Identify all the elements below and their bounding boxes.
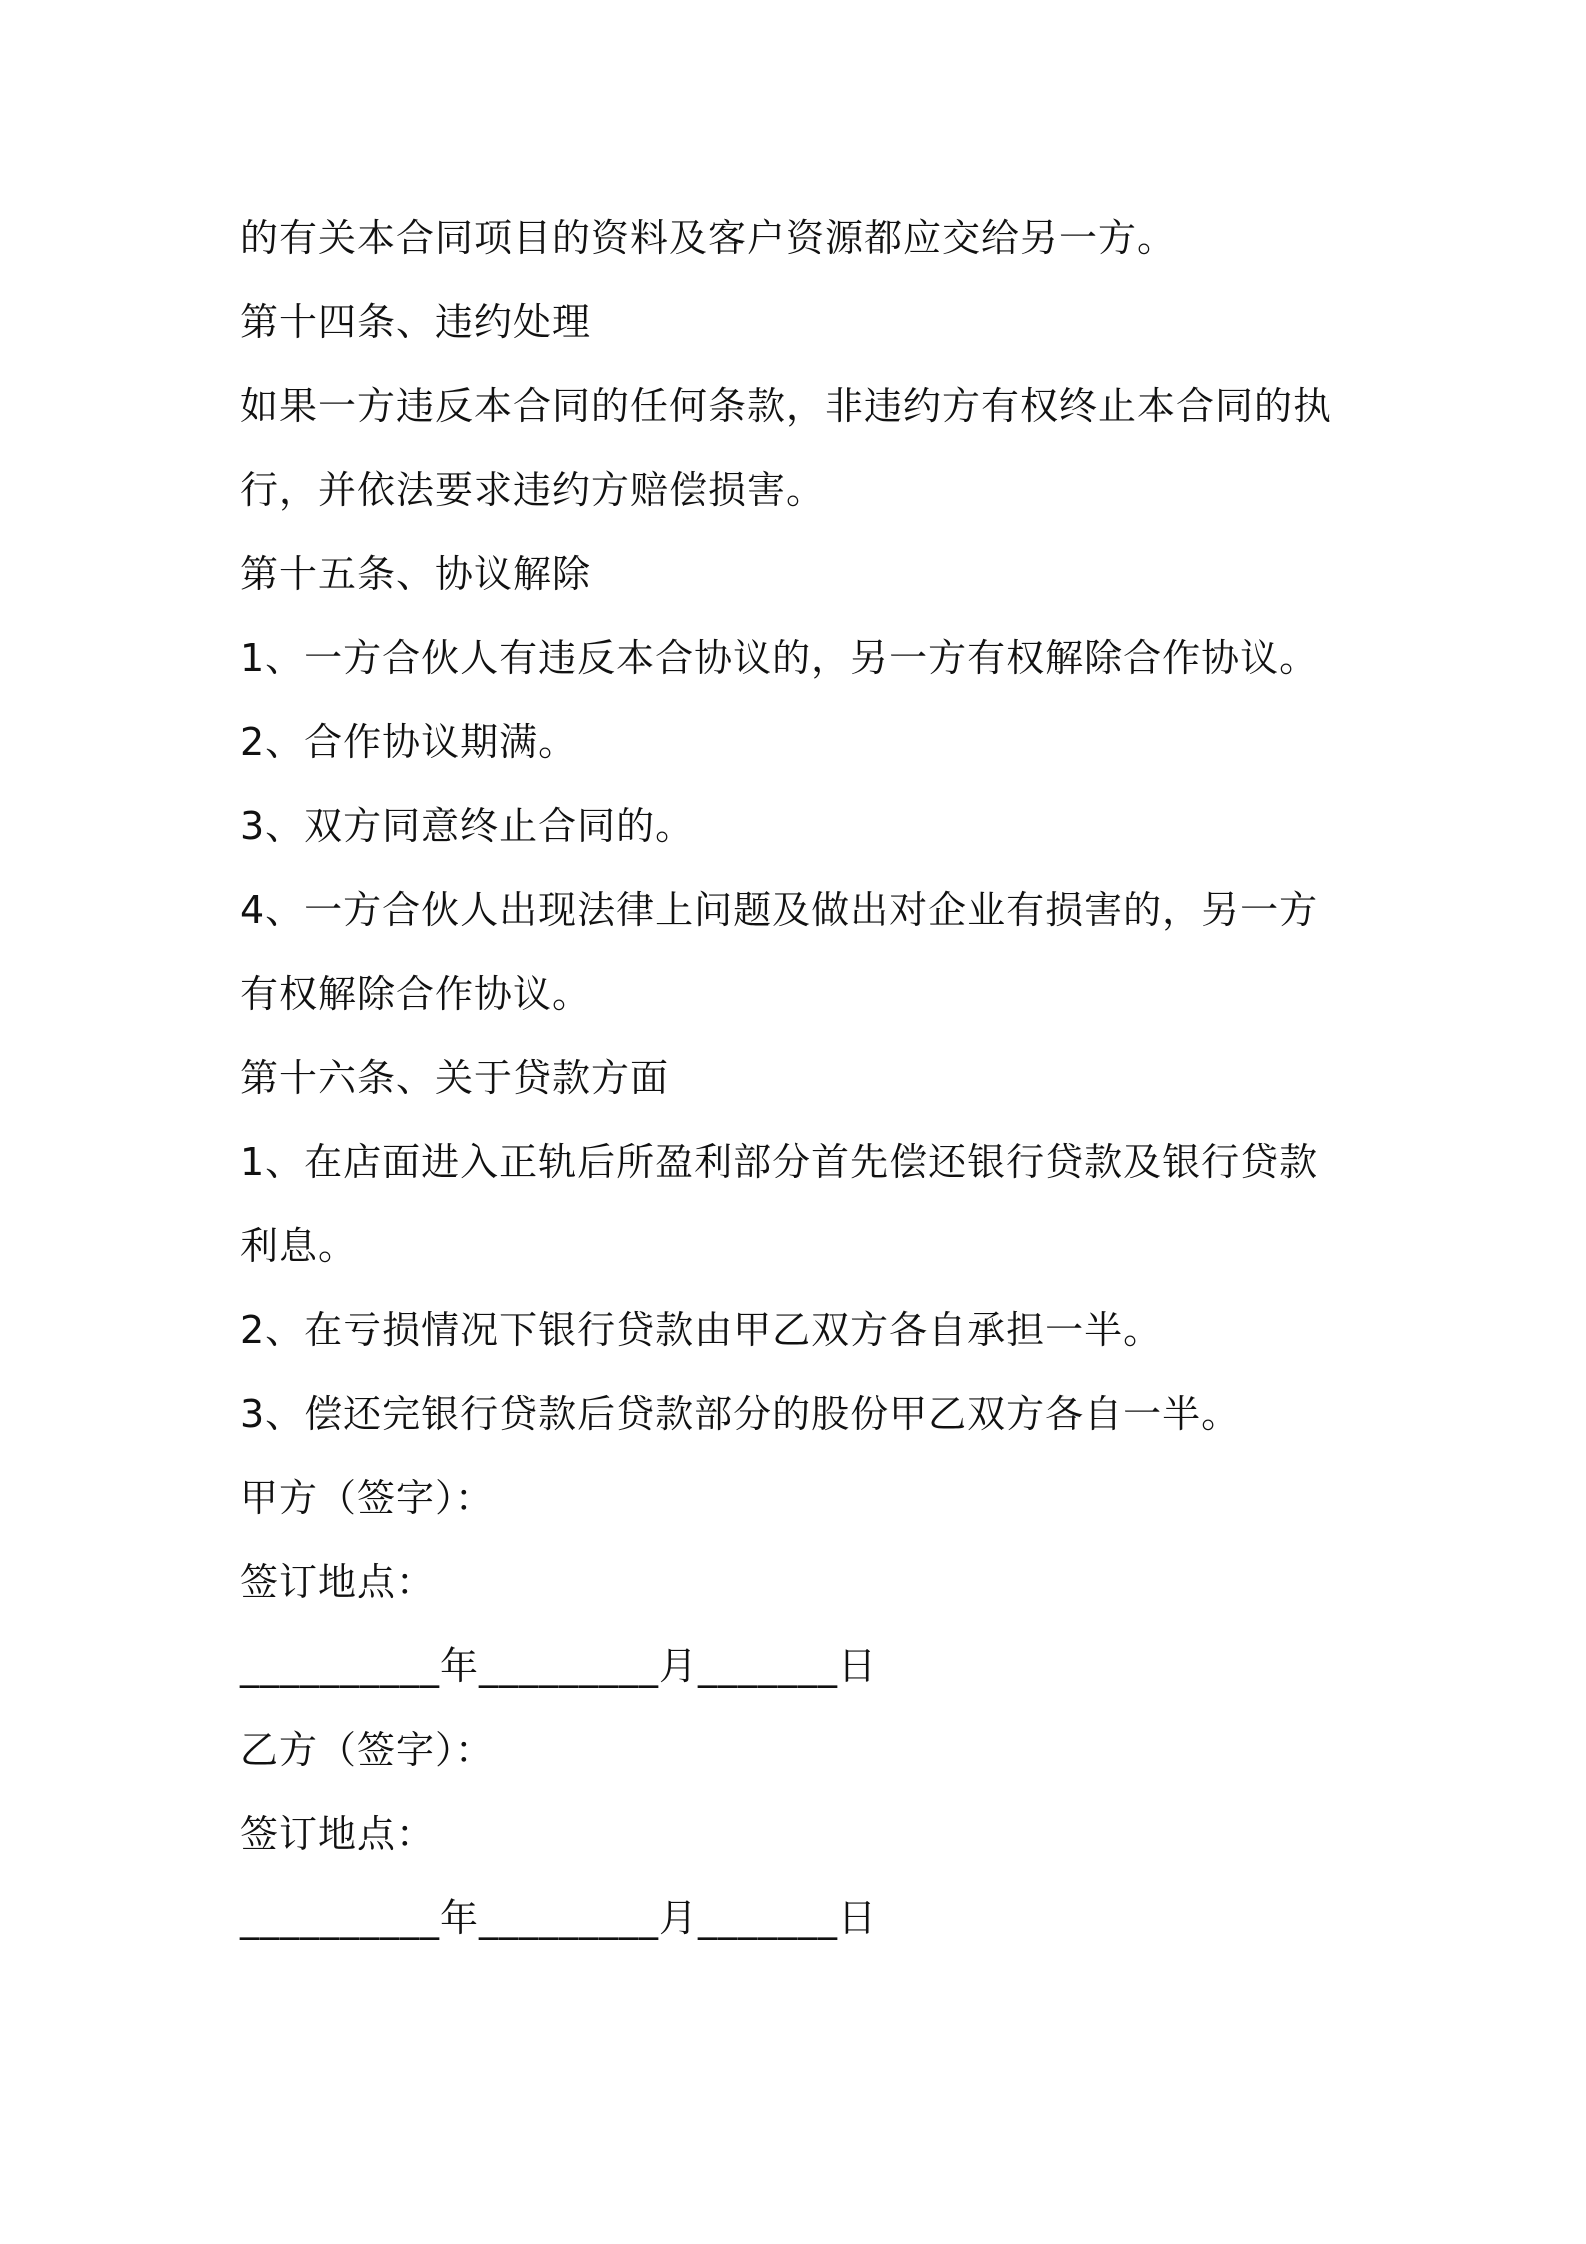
party-b-signature-block	[240, 1708, 1356, 1960]
text-line: 有权解除合作协议。	[240, 972, 592, 1016]
article-16-heading: 第十六条、关于贷款方面	[240, 1056, 670, 1100]
article-14-heading: 第十四条、违约处理	[240, 300, 592, 344]
party-a-place: 签订地点：	[240, 1560, 436, 1604]
list-item: 3、偿还完银行贷款后贷款部分的股份甲乙双方各自一半。	[240, 1392, 1241, 1436]
list-item: 2、在亏损情况下银行贷款由甲乙双方各自承担一半。	[240, 1308, 1163, 1352]
party-b-label: 乙方（签字）：	[240, 1728, 495, 1772]
list-item: 1、在店面进入正轨后所盈利部分首先偿还银行贷款及银行贷款	[240, 1140, 1319, 1184]
party-a-label: 甲方（签字）：	[240, 1476, 495, 1520]
party-b-place: 签订地点：	[240, 1812, 436, 1856]
list-item: 4、一方合伙人出现法律上问题及做出对企业有损害的，另一方	[240, 888, 1319, 932]
text-line: 的有关本合同项目的资料及客户资源都应交给另一方。	[240, 216, 1177, 260]
document-body	[240, 196, 1356, 1960]
party-a-date: __________年_________月_______日	[240, 1644, 878, 1688]
party-b-date: __________年_________月_______日	[240, 1896, 878, 1940]
list-item: 2、合作协议期满。	[240, 720, 578, 764]
article-15-heading: 第十五条、协议解除	[240, 552, 592, 596]
list-item: 3、双方同意终止合同的。	[240, 804, 695, 848]
text-line: 利息。	[240, 1224, 358, 1268]
party-a-signature-block	[240, 1456, 1356, 1708]
list-item: 1、一方合伙人有违反本合协议的，另一方有权解除合作协议。	[240, 636, 1319, 680]
text-line: 行，并依法要求违约方赔偿损害。	[240, 468, 826, 512]
text-line: 如果一方违反本合同的任何条款，非违约方有权终止本合同的执	[240, 384, 1333, 428]
